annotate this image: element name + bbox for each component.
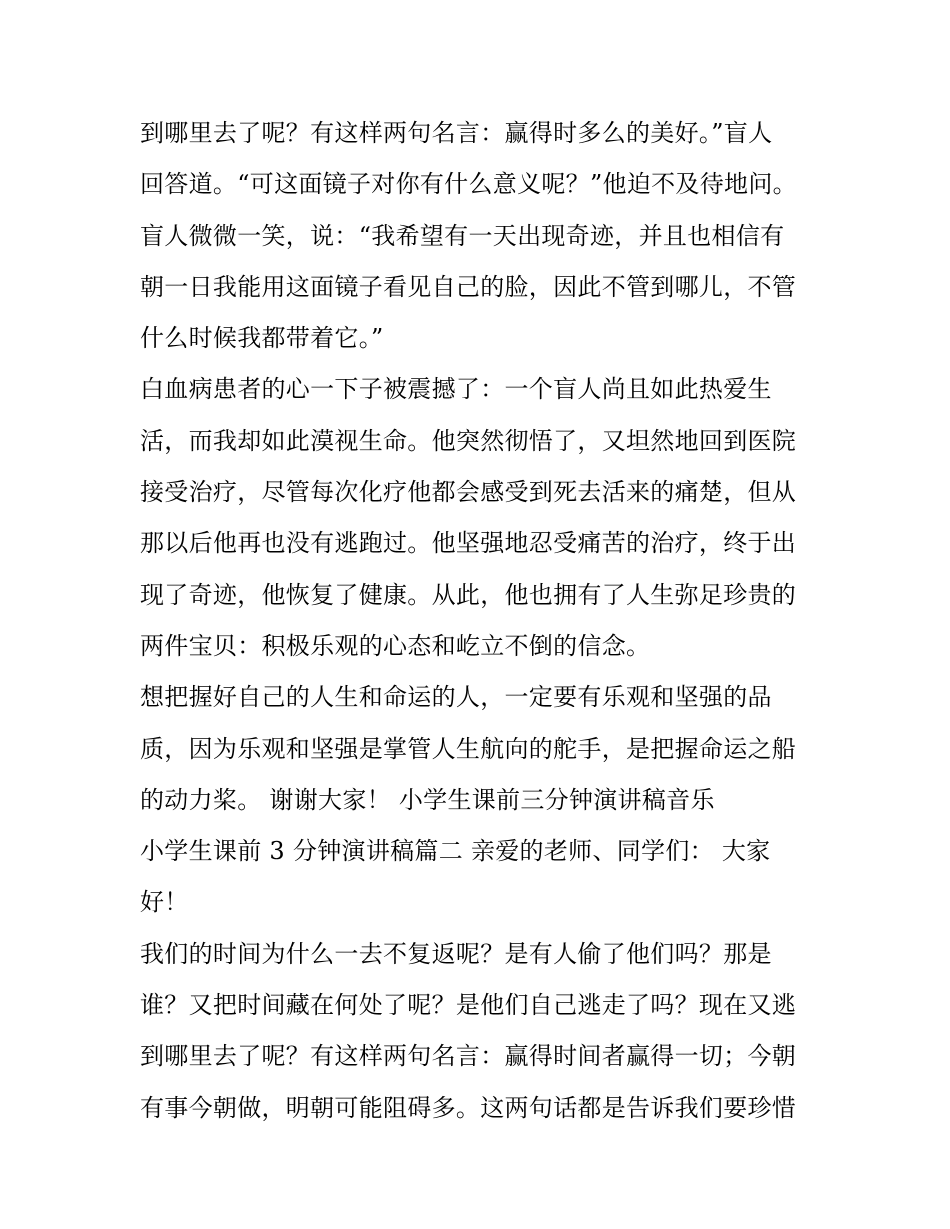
text-line: 朝一日我能用这面镜子看见自己的脸，因此不管到哪儿，不管 xyxy=(140,272,797,301)
text-line: 到哪里去了呢？有这样两句名言：赢得时间者赢得一切；今朝 xyxy=(140,1042,797,1071)
text-line: 的动力桨。 谢谢大家！ 小学生课前三分钟演讲稿音乐 xyxy=(140,785,715,814)
body-text xyxy=(140,108,820,1134)
text-line: 我们的时间为什么一去不复返呢？是有人偷了他们吗？那是 xyxy=(140,939,772,968)
text-line: 两件宝贝：积极乐观的心态和屹立不倒的信念。 xyxy=(140,631,651,660)
text-line: 什么时候我都带着它。” xyxy=(140,324,384,353)
text-line: 到哪里去了呢？有这样两句名言：赢得时多么的美好。”盲人 xyxy=(140,119,773,147)
text-line: 有事今朝做，明朝可能阻碍多。这两句话都是告诉我们要珍惜 xyxy=(140,1093,797,1122)
text-line: 白血病患者的心一下子被震撼了：一个盲人尚且如此热爱生 xyxy=(140,375,772,404)
text-line: 好！ xyxy=(140,888,189,917)
text-line: 接受治疗，尽管每次化疗他都会感受到死去活来的痛楚，但从 xyxy=(140,478,797,507)
text-line: 小学生课前 3 分钟演讲稿篇二 亲爱的老师、同学们： 大家 xyxy=(140,837,771,866)
text-line: 回答道。“可这面镜子对你有什么意义呢？”他迫不及待地问。 xyxy=(140,170,797,199)
text-line: 现了奇迹，他恢复了健康。从此，他也拥有了人生弥足珍贵的 xyxy=(140,580,797,609)
text-line: 那以后他再也没有逃跑过。他坚强地忍受痛苦的治疗，终于出 xyxy=(140,529,797,558)
text-line: 质，因为乐观和坚强是掌管人生航向的舵手，是把握命运之船 xyxy=(140,734,797,763)
text-line: 盲人微微一笑，说：“我希望有一天出现奇迹，并且也相信有 xyxy=(140,221,785,250)
text-line: 活，而我却如此漠视生命。他突然彻悟了，又坦然地回到医院 xyxy=(140,426,797,455)
text-line: 谁？又把时间藏在何处了呢？是他们自己逃走了吗？现在又逃 xyxy=(140,991,797,1020)
text-line: 想把握好自己的人生和命运的人，一定要有乐观和坚强的品 xyxy=(140,683,772,712)
